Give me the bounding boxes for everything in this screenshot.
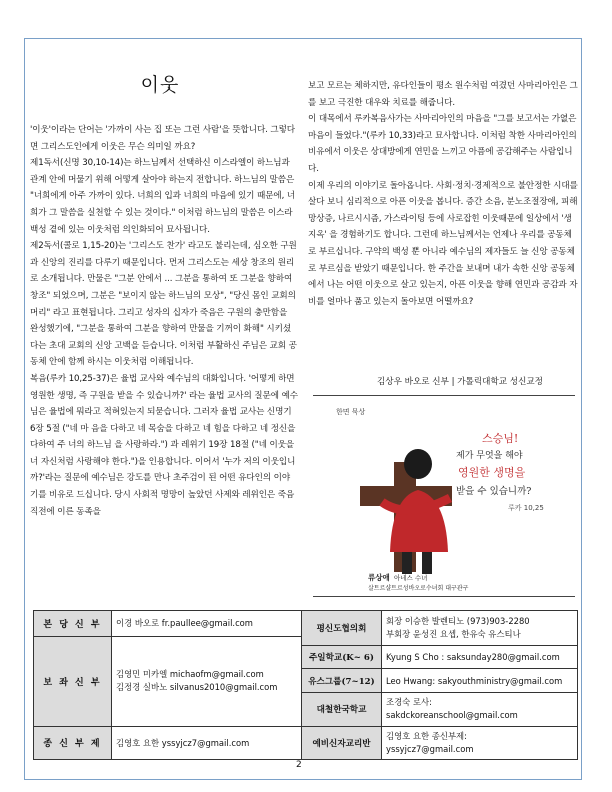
divider bbox=[313, 596, 575, 597]
paragraph: 제1독서(신명 30,10-14)는 하느님께서 선택하신 이스라엘이 하느님과 관계 안에 머물기 위해 어떻게 살아야 하는지 전합니다. 하느님의 말씀은 "너희에게 아주 가까이 있다. 너희의 입과 너희의 마음에 있기 때문에, 너희가 그 말씀을 실천할 수 있는 것이다." 이처럼 하느님의 말씀은 이스라 백성 곁에 있는 이웃처럼 의인화되어 묘사됩니다. bbox=[30, 158, 296, 235]
divider bbox=[313, 395, 575, 396]
left-column bbox=[30, 122, 298, 520]
figure-leg bbox=[402, 552, 412, 574]
youth-group-label: 유스그룹(7~12) bbox=[302, 669, 382, 693]
assistant-line: 김정경 실바노 silvanus2010@gmail.com bbox=[116, 682, 278, 693]
meditation-illustration bbox=[332, 402, 558, 592]
korean-school-line: sakdckoreanschool@gmail.com bbox=[386, 710, 518, 721]
sunday-school-value: Kyung S Cho : saksunday280@gmail.com bbox=[382, 645, 578, 669]
council-line: 부회장 윤성진 요셉, 한유숙 유스티나 bbox=[386, 628, 521, 639]
pastor-value: 이경 바오로 fr.paullee@gmail.com bbox=[112, 611, 302, 637]
article-title: 이웃 bbox=[140, 74, 180, 96]
catechism-value bbox=[382, 726, 578, 760]
youth-group-value: Leo Hwang: sakyouthministry@gmail.com bbox=[382, 669, 578, 693]
quote-line: 스승님! bbox=[482, 432, 519, 445]
sunday-school-label: 주일학교(K~ 6) bbox=[302, 645, 382, 669]
council-line: 회장 이승한 발렌티노 (973)903-2280 bbox=[386, 615, 530, 626]
assistant-label: 보 좌 신 부 bbox=[34, 636, 112, 726]
assistant-value bbox=[112, 636, 302, 726]
artist-org: 살트르샬트르성바오로수녀회 대구관구 bbox=[368, 585, 469, 592]
parish-directory bbox=[33, 610, 578, 760]
korean-school-value bbox=[382, 693, 578, 726]
quote-line: 받을 수 있습니까? bbox=[456, 486, 532, 497]
quote-line: 제가 무엇을 해야 bbox=[456, 451, 523, 461]
deacon-label: 종 신 부 제 bbox=[34, 726, 112, 760]
right-column bbox=[308, 78, 578, 310]
paragraph: 복음(루카 10,25-37)은 율법 교사와 예수님의 대화입니다. '어떻게 하면 영원한 생명, 즉 구원을 받을 수 있습니까?' 라는 율법 교사의 질문에 예수님은 율법에 뭐라고 적혀있는지 되묻습니다. 그러자 율법 교사는 신명기 6장 5절 ("네 마 음을 다하고 네 목숨을 다하고 네 힘을 다하고 네 정신을 다하여 주 너의 하느님 을 사랑하라.") 과 레위기 19장 18절 ("네 이웃을 너 자신처럼 사랑해야 한다.")을 인용합니다. 이어서 '누가 저의 이웃입니까?'라는 질문에 예수님은 강도를 만나 초주검이 된 어떤 유다인의 이야기를 비유로 드십니다. 당시 사회적 명망이 높았던 사제와 레위인은 죽음 직전에 이른 동족을 bbox=[30, 373, 298, 517]
paragraph: 이제 우리의 이야기로 돌아옵니다. 사회·정치·경제적으로 불안정한 시대를 살다 보니 심리적으로 아픈 이웃을 봅니다. 증간 소음, 분노조절장애, 피해망상증, 나르시시즘, 가스라이팅 등에 사로잡힌 이웃때문에 일상에서 '생지옥' 을 경험하기도 합니다. 그런데 하느님께서는 언제나 우리를 공동체로 부르십니다. 구약의 백성 뿐 아니라 예수님의 제자들도 늘 신앙 공동체로 부르심을 받았기 때문입니다. 한 주간을 보내며 내가 속한 신앙 공동체에서 나는 어떤 이웃으로 살고 있는지, 아픈 이웃을 향해 연민과 공감과 자비를 얼마나 품고 있는지 돌아보면 어떨까요? bbox=[308, 180, 578, 307]
figure-head bbox=[404, 449, 432, 479]
assistant-line: 김영민 미카엘 michaofm@gmail.com bbox=[116, 669, 264, 680]
paragraph: '이웃'이라는 단어는 '가까이 사는 집 또는 그런 사람'을 뜻합니다. 그렇다면 그리스도인에게 이웃은 무슨 의미일 까요? bbox=[30, 125, 296, 152]
korean-school-label: 대철한국학교 bbox=[302, 693, 382, 726]
quote-line: 영원한 생명을 bbox=[458, 466, 526, 479]
author-byline: 김상우 바오로 신부 | 가톨릭대학교 성신교정 bbox=[377, 377, 543, 387]
deacon-value: 김영호 요한 yssyjcz7@gmail.com bbox=[112, 726, 302, 760]
artist-title: 아네스 수녀 bbox=[394, 574, 428, 582]
catechism-line: yssyjcz7@gmail.com bbox=[386, 743, 474, 754]
korean-school-line: 조경숙 로사: bbox=[386, 697, 432, 708]
paragraph: 보고 모르는 체하지만, 유다인들이 평소 원수처럼 여겼던 사마리아인은 그를 보고 극진한 대우와 치료를 해줍니다. bbox=[308, 81, 578, 108]
page-number: 2 bbox=[296, 760, 302, 770]
catechism-label: 예비신자교리반 bbox=[302, 726, 382, 760]
pastor-label: 본 당 신 부 bbox=[34, 611, 112, 637]
paragraph: 이 대목에서 루카복음사가는 사마리아인의 마음을 "그를 보고서는 가엾은 마음이 들었다."(루카 10,33)라고 묘사합니다. 이처럼 착한 사마리아인의 비유에서 이웃은 상대방에게 연민을 느끼고 아픔에 공감해주는 사람입니다. bbox=[308, 114, 577, 174]
council-value bbox=[382, 611, 578, 646]
council-label: 평신도협의회 bbox=[302, 611, 382, 646]
artist-name: 류상애 bbox=[368, 573, 390, 582]
directory-table bbox=[33, 610, 578, 760]
illustration-note: 한면 묵상 bbox=[336, 408, 366, 416]
illustration-art bbox=[332, 402, 558, 592]
paragraph: 제2독서(콜로 1,15-20)는 '그리스도 찬가' 라고도 불리는데, 심오한 구원과 신앙의 진리를 다루기 때문입니다. 먼저 그리스도는 세상 창조의 원리로 소개됩니다. 만물은 "그분 안에서 ... 그분을 통하여 또 그분을 향하여 창조" 되었으며, 그분은 "보이지 않는 하느님의 모상", "당신 몸인 교회의 머리" 라고 표현됩니다. 그리고 성자의 십자가 죽음은 구원의 충만함을 완성했기에, "그분을 통하여 그분을 향하여 만물을 기꺼이 화해" 시키셨다는 초대 교회의 신앙 고백을 듣습니다. 이처럼 부활하신 주님은 교회 공동체 안에 함께 하시는 이웃처럼 이해됩니다. bbox=[30, 241, 297, 368]
figure-leg bbox=[422, 552, 432, 574]
quote-ref: 루카 10,25 bbox=[508, 504, 544, 512]
catechism-line: 김영호 요한 종신부제: bbox=[386, 730, 467, 741]
